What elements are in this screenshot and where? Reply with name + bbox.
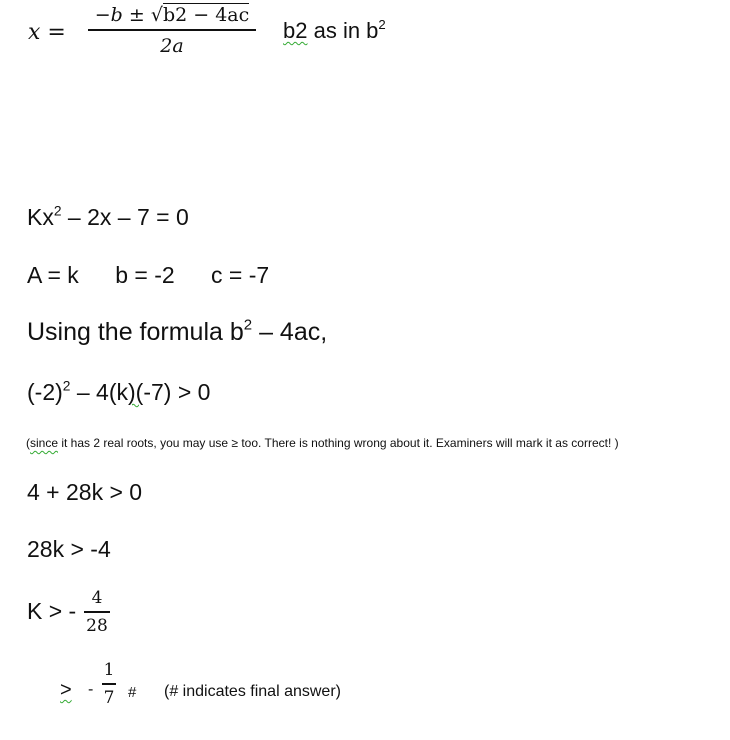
discriminant-line [27,378,211,405]
formula-lhs: x = [28,20,66,45]
step3-fraction [84,588,110,636]
final-answer-comment: (# indicates final answer) [164,683,341,700]
eq-post: – 2x – 7 = 0 [61,204,189,230]
remark-open: ( [26,436,30,450]
numerator-prefix: −b ± [94,4,151,26]
disc-pre: (-2) [27,379,63,405]
remark-rest: it has 2 real roots, you may use ≥ too. There is nothing wrong about it. Examiners will mark it as correct! ) [58,436,619,450]
formula-numerator [93,4,252,29]
eq-pre: Kx [27,204,54,230]
radicand: b2 − 4ac [162,4,250,26]
quadratic-formula-fraction [88,4,256,57]
eq-sup: 2 [53,203,62,219]
equation-line [27,203,189,230]
final-answer-hash: # [128,684,137,701]
step3-den: 28 [86,616,108,636]
step4-den: 7 [103,688,115,708]
disc-wavy: )( [128,379,144,405]
disc-sup: 2 [62,378,71,394]
step4-num: 1 [103,660,115,680]
sqrt-icon: √ [150,4,163,26]
step4-dash: - [88,681,94,698]
step2-line: 28k > -4 [27,536,111,562]
disc-mid: – 4(k [70,379,128,405]
b2-note [283,16,386,43]
disc-post: -7) > 0 [143,379,211,405]
using-sup: 2 [243,316,253,334]
using-pre: Using the formula b [27,318,244,346]
b2-rest: as in b [307,18,379,43]
b2-word: b2 [283,18,308,43]
step1-line: 4 + 28k > 0 [27,479,143,505]
step3-num: 4 [91,588,103,608]
step4-fraction [102,660,116,708]
coefficients-line [27,264,269,287]
remark-wavy: since [30,436,59,450]
coef-a: A = k [27,262,79,288]
step4-gt-sign: > [60,679,72,701]
coef-c: c = -7 [211,262,270,288]
remark-line [26,437,619,449]
using-post: – 4ac, [252,318,328,346]
using-line [27,316,328,346]
formula-denominator: 2a [160,35,184,57]
b2-sup: 2 [378,16,386,32]
coef-b: b = -2 [115,262,175,288]
step3-label: K > - [27,598,77,624]
